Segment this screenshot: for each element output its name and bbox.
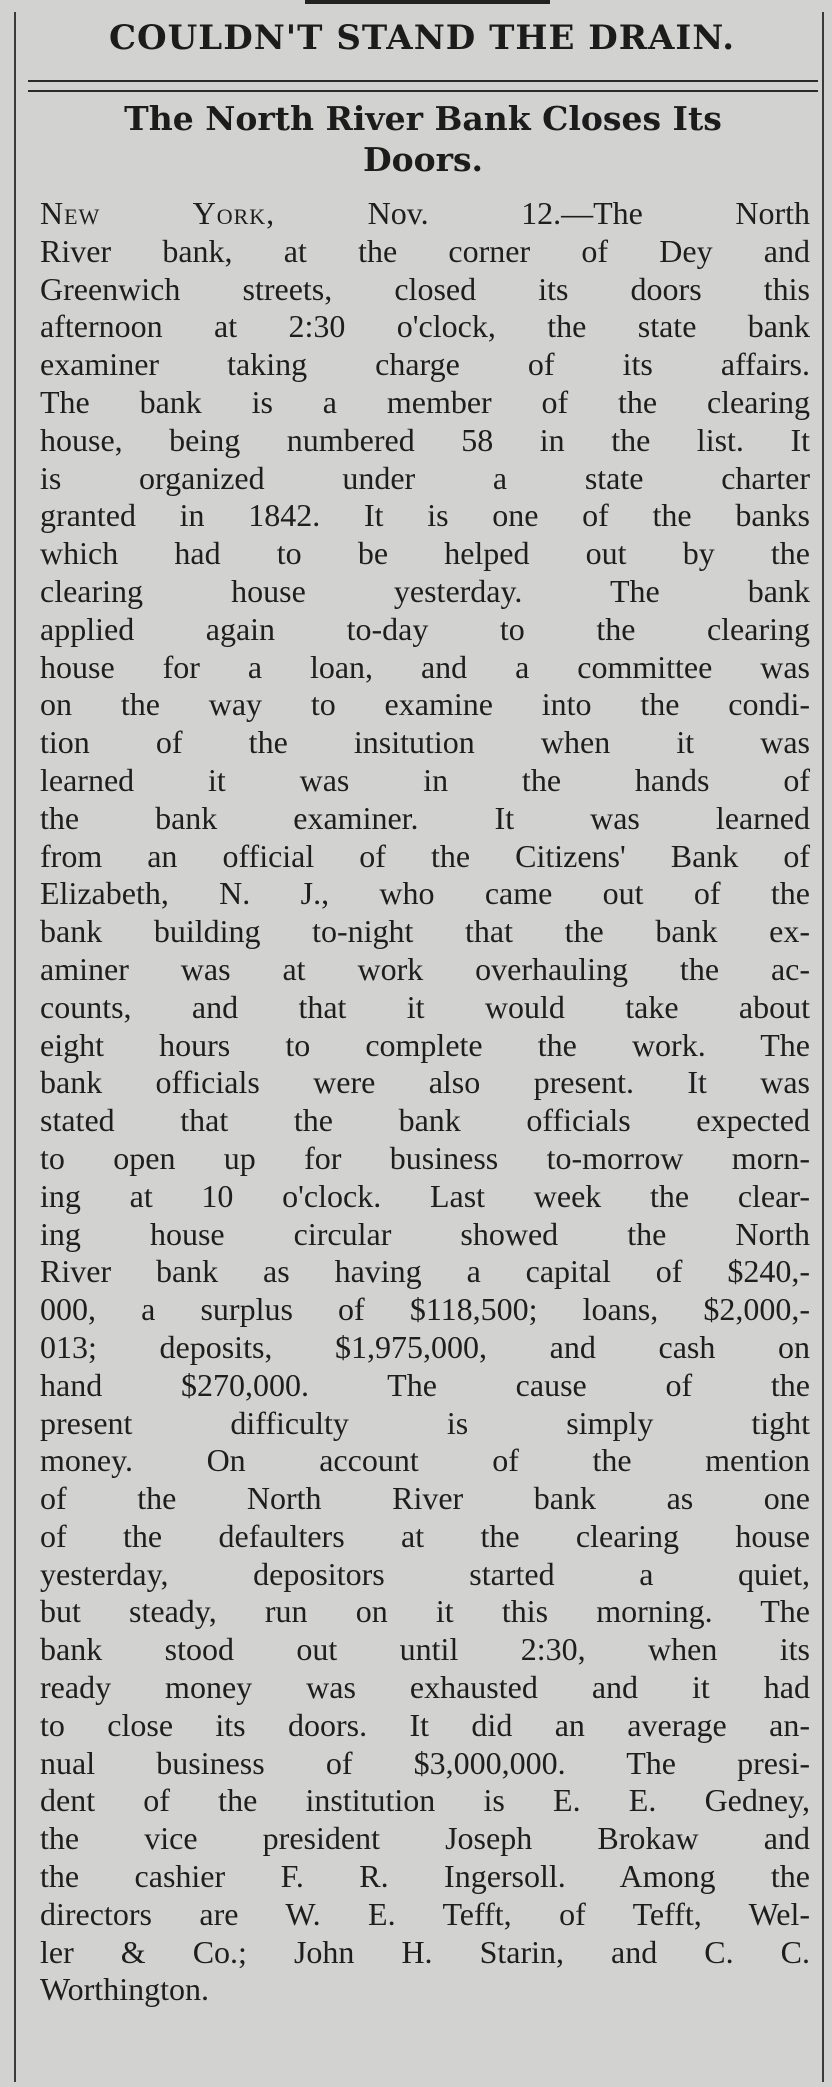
subheadline — [28, 98, 818, 180]
article-line: ing house circular showed the North — [40, 1215, 810, 1252]
article-line: ready money was exhausted and it had — [40, 1669, 810, 1706]
article-line: which had to be helped out by the — [40, 535, 810, 572]
article-line: stated that the bank officials expected — [40, 1102, 810, 1139]
article-line: examiner taking charge of its affairs. — [40, 346, 810, 383]
column-rule-left — [14, 12, 16, 2082]
article-line: Worthington. — [40, 1971, 209, 2008]
article-line: hand $270,000. The cause of the — [40, 1366, 810, 1403]
article-line: to open up for business to-morrow morn- — [40, 1139, 810, 1176]
article-line: applied again to-day to the clearing — [40, 610, 810, 647]
article-line: bank officials were also present. It was — [40, 1064, 810, 1101]
headline-rule-top — [28, 80, 818, 82]
column-rule-right — [822, 12, 824, 2082]
article-line: house, being numbered 58 in the list. It — [40, 421, 810, 458]
article-line: house for a loan, and a committee was — [40, 648, 810, 685]
article-line: but steady, run on it this morning. The — [40, 1593, 810, 1630]
article-line: of the defaulters at the clearing house — [40, 1517, 810, 1554]
article-line: eight hours to complete the work. The — [40, 1026, 810, 1063]
article-line: to close its doors. It did an average an- — [40, 1706, 810, 1743]
top-rule — [305, 0, 550, 4]
article-line: dent of the institution is E. E. Gedney, — [40, 1782, 810, 1819]
article-line: clearing house yesterday. The bank — [40, 572, 810, 609]
article-body — [40, 195, 810, 2009]
article-line: from an official of the Citizens' Bank of — [40, 837, 810, 874]
article-line: Greenwich streets, closed its doors this — [40, 270, 810, 307]
article-line: learned it was in the hands of — [40, 761, 810, 798]
headline-rule-bottom — [28, 90, 818, 92]
article-line: aminer was at work overhauling the ac- — [40, 950, 810, 987]
article-line: nual business of $3,000,000. The presi- — [40, 1744, 810, 1781]
article-line: 000, a surplus of $118,500; loans, $2,000,- — [40, 1291, 810, 1328]
article-line: ler & Co.; John H. Starin, and C. C. — [40, 1933, 810, 1970]
dateline: New York, — [40, 195, 276, 231]
article-line: present difficulty is simply tight — [40, 1404, 810, 1441]
article-line: is organized under a state charter — [40, 459, 810, 496]
article-line: River bank, at the corner of Dey and — [40, 232, 810, 269]
article-line: yesterday, depositors started a quiet, — [40, 1555, 810, 1592]
article-line: on the way to examine into the condi- — [40, 686, 810, 723]
article-line: River bank as having a capital of $240,- — [40, 1253, 810, 1290]
article-line: the vice president Joseph Brokaw and — [40, 1820, 810, 1857]
headline: COULDN'T STAND THE DRAIN. — [108, 18, 736, 58]
article-line: money. On account of the mention — [40, 1442, 810, 1479]
article-line: directors are W. E. Tefft, of Tefft, Wel- — [40, 1895, 810, 1932]
article-line: The bank is a member of the clearing — [40, 383, 810, 420]
article-line: 013; deposits, $1,975,000, and cash on — [40, 1328, 810, 1365]
article-line: counts, and that it would take about — [40, 988, 810, 1025]
article-line: New York, Nov. 12.—The North — [40, 195, 810, 231]
article-line: bank stood out until 2:30, when its — [40, 1631, 810, 1668]
article-line: Elizabeth, N. J., who came out of the — [40, 875, 810, 912]
article-line: tion of the insitution when it was — [40, 724, 810, 761]
subheadline-line: Doors. — [362, 140, 484, 179]
article-line: granted in 1842. It is one of the banks — [40, 497, 810, 534]
article-line: the cashier F. R. Ingersoll. Among the — [40, 1858, 810, 1895]
article-line: the bank examiner. It was learned — [40, 799, 810, 836]
article-line: afternoon at 2:30 o'clock, the state bank — [40, 308, 810, 345]
article-line: of the North River bank as one — [40, 1480, 810, 1517]
subheadline-line: The North River Bank Closes Its — [124, 99, 722, 138]
article-line: bank building to-night that the bank ex- — [40, 913, 810, 950]
article-line: ing at 10 o'clock. Last week the clear- — [40, 1177, 810, 1214]
